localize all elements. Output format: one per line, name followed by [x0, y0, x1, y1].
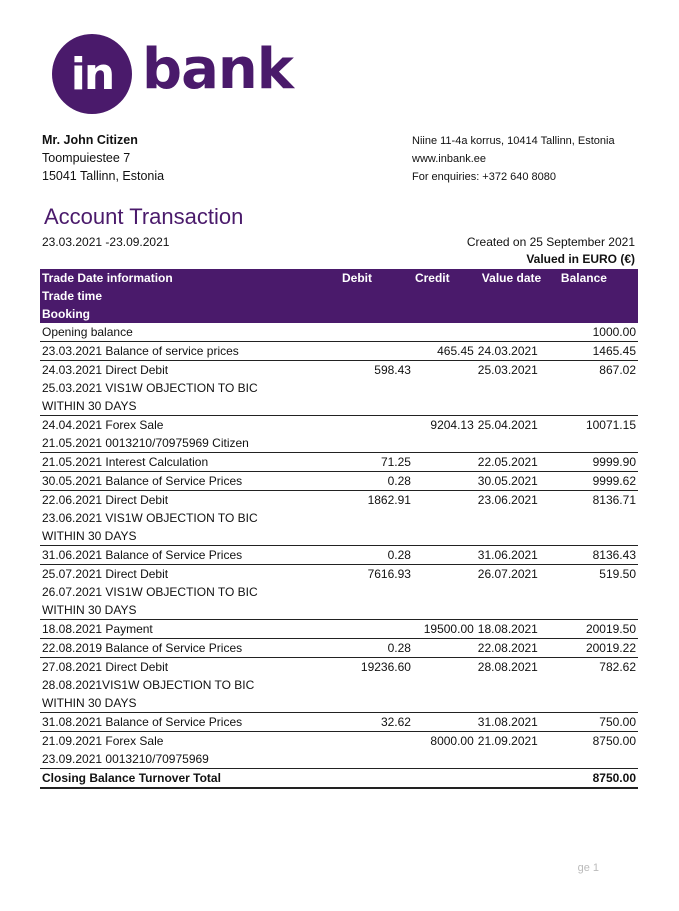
- row-balance: [559, 379, 638, 397]
- row-value-date: 31.08.2021: [476, 713, 559, 732]
- row-description: 22.06.2021 Direct Debit: [42, 493, 169, 507]
- row-balance: 9999.90: [559, 453, 638, 472]
- row-value-date: 21.09.2021: [477, 734, 538, 748]
- row-balance: [559, 434, 638, 453]
- row-debit: 1862.91: [367, 493, 411, 507]
- inbank-logo: [52, 34, 293, 114]
- row-value-date: [476, 397, 559, 416]
- row-value-date: 22.05.2021: [476, 453, 559, 472]
- row-credit: [413, 639, 476, 658]
- statement-currency: Valued in EURO (€): [526, 252, 635, 266]
- header-trade-time: Trade time: [40, 287, 340, 305]
- row-debit: [340, 620, 413, 639]
- row-credit: 19500.00: [413, 620, 476, 639]
- table-row: [40, 379, 638, 397]
- row-debit: [340, 323, 413, 342]
- row-credit: [413, 491, 476, 510]
- table-row: [40, 323, 638, 342]
- row-description: 22.08.2019 Balance of Service Prices: [40, 639, 340, 658]
- row-credit: [413, 583, 476, 601]
- row-value-date: [476, 750, 559, 769]
- row-description: 21.05.2021 Interest Calculation: [40, 453, 340, 472]
- row-description: 21.05.2021 0013210/70975969 Citizen: [40, 434, 340, 453]
- row-balance: 1465.45: [559, 342, 638, 361]
- row-credit: [413, 361, 476, 380]
- row-balance: 10071.15: [585, 418, 636, 432]
- row-balance: 9999.62: [559, 472, 638, 491]
- closing-balance-row: [40, 769, 638, 789]
- row-description: Opening balance: [40, 323, 340, 342]
- customer-address: [42, 131, 164, 185]
- row-debit: [340, 397, 413, 416]
- header-credit: Credit: [413, 269, 476, 287]
- header-debit: Debit: [340, 269, 413, 287]
- row-credit: [413, 453, 476, 472]
- row-value-date: 26.07.2021: [477, 567, 538, 581]
- bank-address: Niine 11-4a korrus, 10414 Tallinn, Estonia: [412, 135, 615, 147]
- bank-contact: [412, 132, 615, 186]
- header-spacer: [413, 287, 476, 305]
- row-description: 23.09.2021 0013210/70975969: [40, 750, 340, 769]
- row-debit: [340, 379, 413, 397]
- table-row: [40, 472, 638, 491]
- row-description: 18.08.2021 Payment: [40, 620, 340, 639]
- row-debit: [340, 694, 413, 713]
- row-value-date: [476, 583, 559, 601]
- table-row: [40, 565, 638, 584]
- page-number: ge 1: [577, 862, 599, 874]
- row-value-date: 30.05.2021: [476, 472, 559, 491]
- row-credit: [413, 546, 476, 565]
- row-balance: [559, 527, 638, 546]
- table-row: [40, 658, 638, 677]
- row-balance: 8750.00: [592, 734, 636, 748]
- row-credit: [413, 750, 476, 769]
- table-row: [40, 527, 638, 546]
- table-row: [40, 713, 638, 732]
- row-description: 24.04.2021 Forex Sale: [42, 418, 164, 432]
- customer-city: 15041 Tallinn, Estonia: [42, 169, 165, 183]
- row-description: WITHIN 30 DAYS: [40, 694, 340, 713]
- row-value-date: 23.06.2021: [477, 493, 538, 507]
- table-row: [40, 361, 638, 380]
- row-credit: [413, 601, 476, 620]
- header-trade-date: Trade Date information: [40, 269, 340, 287]
- table-row: [40, 434, 638, 453]
- row-credit: [413, 658, 476, 677]
- header-spacer: [476, 305, 559, 323]
- cell-empty: [340, 769, 413, 789]
- row-debit: 19236.60: [360, 660, 411, 674]
- table-row: [40, 546, 638, 565]
- row-debit: 71.25: [340, 453, 413, 472]
- table-header: [40, 269, 638, 323]
- row-balance: [559, 601, 638, 620]
- row-value-date: 31.06.2021: [476, 546, 559, 565]
- row-debit: [340, 601, 413, 620]
- row-description: 26.07.2021 VIS1W OBJECTION TO BIC: [42, 585, 258, 599]
- row-credit: [413, 565, 476, 584]
- row-balance: 782.62: [599, 660, 636, 674]
- row-debit: [340, 342, 413, 361]
- row-description: 31.08.2021 Balance of Service Prices: [40, 713, 340, 732]
- row-value-date: [476, 527, 559, 546]
- transactions-table: [40, 269, 638, 789]
- row-description: 27.08.2021 Direct Debit: [42, 660, 169, 674]
- statement-period: 23.03.2021 -23.09.2021: [42, 235, 170, 249]
- header-spacer: [340, 287, 413, 305]
- bank-enquiries: For enquiries: +372 640 8080: [412, 171, 557, 183]
- table-row: [40, 694, 638, 713]
- row-value-date: 22.08.2021: [476, 639, 559, 658]
- row-description: WITHIN 30 DAYS: [40, 527, 340, 546]
- cell-empty: [413, 769, 476, 789]
- row-debit: 598.43: [374, 363, 411, 377]
- row-description: WITHIN 30 DAYS: [40, 397, 340, 416]
- row-balance: [559, 694, 638, 713]
- bank-website: www.inbank.ee: [412, 153, 486, 165]
- header-spacer: [559, 287, 638, 305]
- header-balance: Balance: [559, 269, 638, 287]
- row-description: 23.06.2021 VIS1W OBJECTION TO BIC: [42, 511, 258, 525]
- row-credit: [413, 676, 476, 694]
- header-spacer: [559, 305, 638, 323]
- row-credit: [413, 434, 476, 453]
- table-row: [40, 509, 638, 527]
- table-row: [40, 491, 638, 510]
- row-credit: [413, 323, 476, 342]
- header-value-date: Value date: [476, 269, 559, 287]
- row-value-date: 25.04.2021: [477, 418, 538, 432]
- row-description: WITHIN 30 DAYS: [40, 601, 340, 620]
- row-value-date: 24.03.2021: [476, 342, 559, 361]
- row-description: 25.03.2021 VIS1W OBJECTION TO BIC: [42, 381, 258, 395]
- row-balance: [559, 509, 638, 527]
- header-booking: Booking: [40, 305, 340, 323]
- row-credit: [413, 694, 476, 713]
- row-description: 24.03.2021 Direct Debit: [42, 363, 169, 377]
- table-row: [40, 750, 638, 769]
- closing-label: Closing Balance Turnover Total: [40, 769, 340, 789]
- row-debit: [340, 416, 413, 435]
- row-balance: [559, 583, 638, 601]
- header-spacer: [413, 305, 476, 323]
- logo-mark: in: [52, 34, 132, 114]
- row-balance: 519.50: [599, 567, 636, 581]
- row-credit: 8000.00: [430, 734, 474, 748]
- row-credit: [413, 509, 476, 527]
- table-row: [40, 732, 638, 751]
- row-debit: [340, 527, 413, 546]
- row-debit: 32.62: [340, 713, 413, 732]
- row-value-date: [476, 694, 559, 713]
- row-balance: 8136.71: [592, 493, 636, 507]
- row-description: 25.07.2021 Direct Debit: [42, 567, 169, 581]
- row-description: 28.08.2021VIS1W OBJECTION TO BIC: [42, 678, 255, 692]
- closing-balance: 8750.00: [559, 769, 638, 789]
- row-balance: [559, 397, 638, 416]
- row-value-date: 25.03.2021: [477, 363, 538, 377]
- row-value-date: [476, 509, 559, 527]
- row-description: 21.09.2021 Forex Sale: [42, 734, 164, 748]
- row-credit: [413, 713, 476, 732]
- row-debit: [340, 509, 413, 527]
- row-balance: 750.00: [559, 713, 638, 732]
- row-balance: 20019.22: [559, 639, 638, 658]
- row-value-date: 28.08.2021: [477, 660, 538, 674]
- table-row: [40, 676, 638, 694]
- row-description: 30.05.2021 Balance of Service Prices: [40, 472, 340, 491]
- row-balance: [559, 676, 638, 694]
- row-credit: [413, 527, 476, 546]
- row-debit: [340, 583, 413, 601]
- row-debit: 0.28: [340, 546, 413, 565]
- row-credit: [413, 379, 476, 397]
- table-row: [40, 453, 638, 472]
- statement-title: Account Transaction: [44, 204, 244, 229]
- table-row: [40, 583, 638, 601]
- cell-empty: [476, 769, 559, 789]
- row-balance: 20019.50: [559, 620, 638, 639]
- table-row: [40, 397, 638, 416]
- row-debit: [340, 676, 413, 694]
- row-balance: 867.02: [599, 363, 636, 377]
- table-row: [40, 639, 638, 658]
- row-description: 31.06.2021 Balance of Service Prices: [40, 546, 340, 565]
- customer-street: Toompuiestee 7: [42, 151, 131, 165]
- row-credit: 9204.13: [430, 418, 474, 432]
- row-value-date: [476, 323, 559, 342]
- row-balance: 8136.43: [559, 546, 638, 565]
- row-credit: [413, 397, 476, 416]
- row-debit: 7616.93: [367, 567, 411, 581]
- row-description: 23.03.2021 Balance of service prices: [40, 342, 340, 361]
- table-body: [40, 323, 638, 769]
- header-spacer: [476, 287, 559, 305]
- row-debit: [340, 750, 413, 769]
- table-row: [40, 601, 638, 620]
- row-balance: [559, 750, 638, 769]
- row-credit: 465.45: [413, 342, 476, 361]
- row-debit: [340, 434, 413, 453]
- row-value-date: [476, 434, 559, 453]
- row-value-date: 18.08.2021: [476, 620, 559, 639]
- logo-wordmark: bank: [142, 37, 293, 102]
- row-value-date: [476, 601, 559, 620]
- row-credit: [413, 472, 476, 491]
- table-row: [40, 620, 638, 639]
- table-row: [40, 416, 638, 435]
- row-debit: [340, 732, 413, 751]
- row-balance: 1000.00: [559, 323, 638, 342]
- row-value-date: [476, 379, 559, 397]
- row-debit: 0.28: [340, 472, 413, 491]
- header-spacer: [340, 305, 413, 323]
- table-row: [40, 342, 638, 361]
- row-value-date: [476, 676, 559, 694]
- customer-name: Mr. John Citizen: [42, 133, 138, 147]
- statement-created-date: Created on 25 September 2021: [466, 235, 635, 249]
- row-debit: 0.28: [340, 639, 413, 658]
